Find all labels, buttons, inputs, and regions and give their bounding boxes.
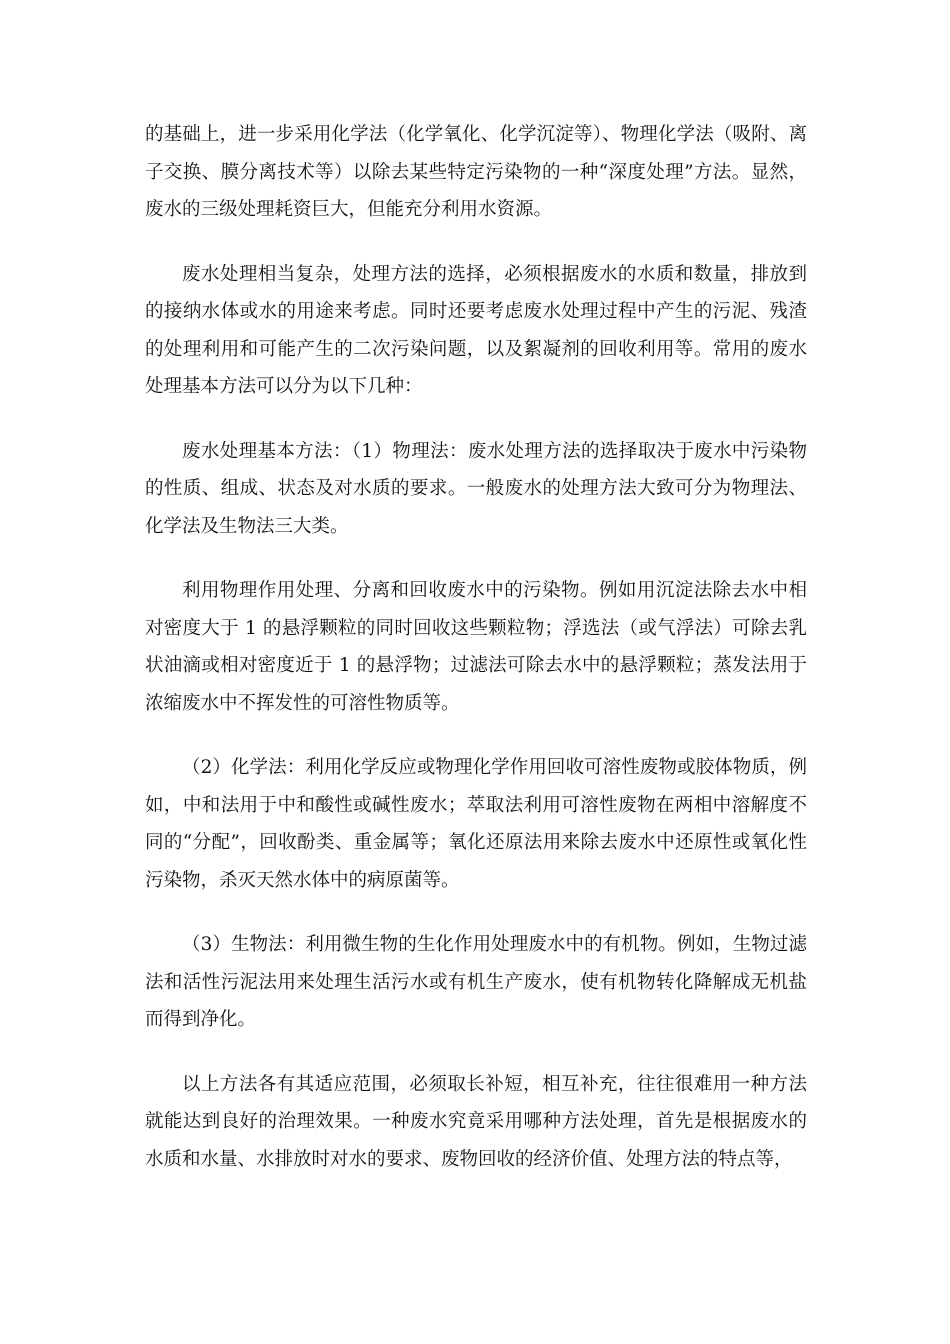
paragraph-chemical-method: （2）化学法：利用化学反应或物理化学作用回收可溶性废物或胶体物质，例如，中和法用于中和酸性或碱性废水；萃取法利用可溶性废物在两相中溶解度不同的“分配”，回收酚类、重金属等；氧化还原法用来除去废水中还原性或氧化性污染物，杀灭天然水体中的病原菌等。: [145, 757, 807, 891]
document-body: [145, 116, 807, 1205]
paragraph-treatment-complexity: 废水处理相当复杂，处理方法的选择，必须根据废水的水质和数量，排放到的接纳水体或水的用途来考虑。同时还要考虑废水处理过程中产生的污泥、残渣的处理利用和可能产生的二次污染问题，以及絮凝剂的回收利用等。常用的废水处理基本方法可以分为以下几种：: [145, 263, 807, 397]
paragraph-physical-method-intro: 废水处理基本方法：（1）物理法：废水处理方法的选择取决于废水中污染物的性质、组成、状态及对水质的要求。一般废水的处理方法大致可分为物理法、化学法及生物法三大类。: [145, 440, 807, 537]
paragraph-biological-method: （3）生物法：利用微生物的生化作用处理废水中的有机物。例如，生物过滤法和活性污泥法用来处理生活污水或有机生产废水，使有机物转化降解成无机盐而得到净化。: [145, 934, 807, 1030]
paragraph-physical-method-detail: 利用物理作用处理、分离和回收废水中的污染物。例如用沉淀法除去水中相对密度大于 1 的悬浮颗粒的同时回收这些颗粒物；浮选法（或气浮法）可除去乳状油滴或相对密度近于 1 的悬浮物；过滤法可除去水中的悬浮颗粒；蒸发法用于浓缩废水中不挥发性的可溶性物质等。: [145, 580, 807, 714]
paragraph-method-selection: 以上方法各有其适应范围，必须取长补短，相互补充，往往很难用一种方法就能达到良好的治理效果。一种废水究竟采用哪种方法处理，首先是根据废水的水质和水量、水排放时对水的要求、废物回收的经济价值、处理方法的特点等，: [145, 1073, 807, 1170]
paragraph-continuation: 的基础上，进一步采用化学法（化学氧化、化学沉淀等）、物理化学法（吸附、离子交换、膜分离技术等）以除去某些特定污染物的一种“深度处理”方法。显然，废水的三级处理耗资巨大，但能充分利用水资源。: [145, 124, 807, 220]
